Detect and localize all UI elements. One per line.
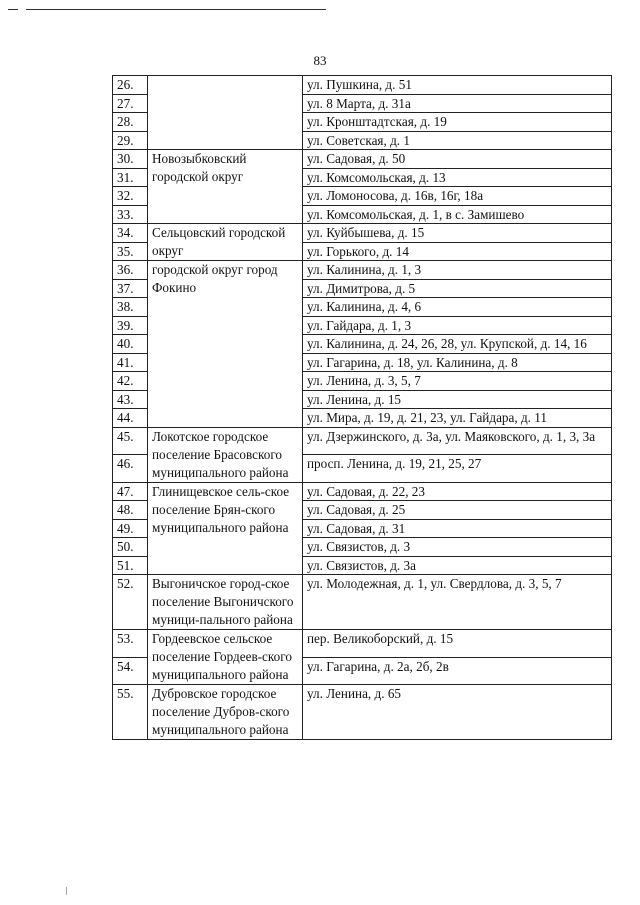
table-body	[113, 76, 612, 740]
table-row	[113, 76, 612, 95]
addresses-table	[112, 75, 612, 740]
row-number: 51.	[113, 556, 148, 575]
municipality-cell: Дубровское городское поселение Дубров-ского муниципального района	[148, 685, 303, 740]
address-cell: ул. Калинина, д. 1, 3	[303, 261, 612, 280]
row-number: 45.	[113, 427, 148, 455]
row-number: 43.	[113, 390, 148, 409]
row-number: 33.	[113, 205, 148, 224]
row-number: 30.	[113, 150, 148, 169]
municipality-cell: Локотское городское поселение Брасовского муниципального района	[148, 427, 303, 482]
row-number: 47.	[113, 482, 148, 501]
address-cell: ул. Гагарина, д. 18, ул. Калинина, д. 8	[303, 353, 612, 372]
row-number: 35.	[113, 242, 148, 261]
page-number: 83	[313, 53, 327, 68]
row-number: 31.	[113, 168, 148, 187]
address-cell: ул. Садовая, д. 25	[303, 501, 612, 520]
address-cell: ул. Садовая, д. 31	[303, 519, 612, 538]
top-margin-rule	[26, 9, 326, 10]
address-cell: ул. Гагарина, д. 2а, 2б, 2в	[303, 657, 612, 685]
row-number: 38.	[113, 298, 148, 317]
address-cell: ул. Садовая, д. 22, 23	[303, 482, 612, 501]
row-number: 49.	[113, 519, 148, 538]
address-cell: ул. Связистов, д. 3а	[303, 556, 612, 575]
address-cell: ул. Калинина, д. 4, 6	[303, 298, 612, 317]
row-number: 34.	[113, 224, 148, 243]
address-cell: ул. Пушкина, д. 51	[303, 76, 612, 95]
address-cell: ул. Димитрова, д. 5	[303, 279, 612, 298]
row-number: 48.	[113, 501, 148, 520]
scan-mark: ∕	[63, 886, 71, 897]
table-row	[113, 224, 612, 243]
address-cell: ул. Ленина, д. 15	[303, 390, 612, 409]
row-number: 32.	[113, 187, 148, 206]
row-number: 40.	[113, 335, 148, 354]
top-margin-dash	[8, 9, 18, 10]
row-number: 39.	[113, 316, 148, 335]
row-number: 42.	[113, 372, 148, 391]
address-cell: ул. Ленина, д. 3, 5, 7	[303, 372, 612, 391]
row-number: 37.	[113, 279, 148, 298]
table-row	[113, 685, 612, 740]
address-cell: ул. Куйбышева, д. 15	[303, 224, 612, 243]
address-cell: ул. Гайдара, д. 1, 3	[303, 316, 612, 335]
row-number: 53.	[113, 630, 148, 658]
municipality-cell: Сельцовский городской округ	[148, 224, 303, 261]
address-cell: ул. Связистов, д. 3	[303, 538, 612, 557]
address-cell: ул. Комсомольская, д. 1, в с. Замишево	[303, 205, 612, 224]
address-cell: ул. Садовая, д. 50	[303, 150, 612, 169]
row-number: 27.	[113, 94, 148, 113]
row-number: 29.	[113, 131, 148, 150]
address-cell: ул. Горького, д. 14	[303, 242, 612, 261]
municipality-cell	[148, 76, 303, 150]
municipality-cell: городской округ город Фокино	[148, 261, 303, 428]
row-number: 36.	[113, 261, 148, 280]
table-row	[113, 630, 612, 658]
row-number: 46.	[113, 455, 148, 483]
row-number: 50.	[113, 538, 148, 557]
row-number: 44.	[113, 409, 148, 428]
row-number: 26.	[113, 76, 148, 95]
address-cell: ул. Советская, д. 1	[303, 131, 612, 150]
table-row	[113, 150, 612, 169]
municipality-cell: Выгоничское город-ское поселение Выгоничского муници-пального района	[148, 575, 303, 630]
address-cell: ул. Комсомольская, д. 13	[303, 168, 612, 187]
row-number: 28.	[113, 113, 148, 132]
address-cell: ул. Ломоносова, д. 16в, 16г, 18а	[303, 187, 612, 206]
table-row	[113, 261, 612, 280]
address-cell: ул. Мира, д. 19, д. 21, 23, ул. Гайдара, д. 11	[303, 409, 612, 428]
address-cell: ул. Калинина, д. 24, 26, 28, ул. Крупской, д. 14, 16	[303, 335, 612, 354]
municipality-cell: Глинищевское сель-ское поселение Брян-ского муниципального района	[148, 482, 303, 575]
municipality-cell: Новозыбковский городской округ	[148, 150, 303, 224]
address-cell: ул. 8 Марта, д. 31а	[303, 94, 612, 113]
row-number: 54.	[113, 657, 148, 685]
address-cell: пер. Великоборский, д. 15	[303, 630, 612, 658]
row-number: 41.	[113, 353, 148, 372]
row-number: 55.	[113, 685, 148, 740]
address-cell: ул. Ленина, д. 65	[303, 685, 612, 740]
table-row	[113, 482, 612, 501]
address-cell: ул. Дзержинского, д. 3а, ул. Маяковского, д. 1, 3, 3а	[303, 427, 612, 455]
address-cell: ул. Кронштадтская, д. 19	[303, 113, 612, 132]
row-number: 52.	[113, 575, 148, 630]
address-cell: ул. Молодежная, д. 1, ул. Свердлова, д. 3, 5, 7	[303, 575, 612, 630]
table-row	[113, 575, 612, 630]
table-row	[113, 427, 612, 455]
municipality-cell: Гордеевское сельское поселение Гордеев-ского муниципального района	[148, 630, 303, 685]
address-cell: просп. Ленина, д. 19, 21, 25, 27	[303, 455, 612, 483]
